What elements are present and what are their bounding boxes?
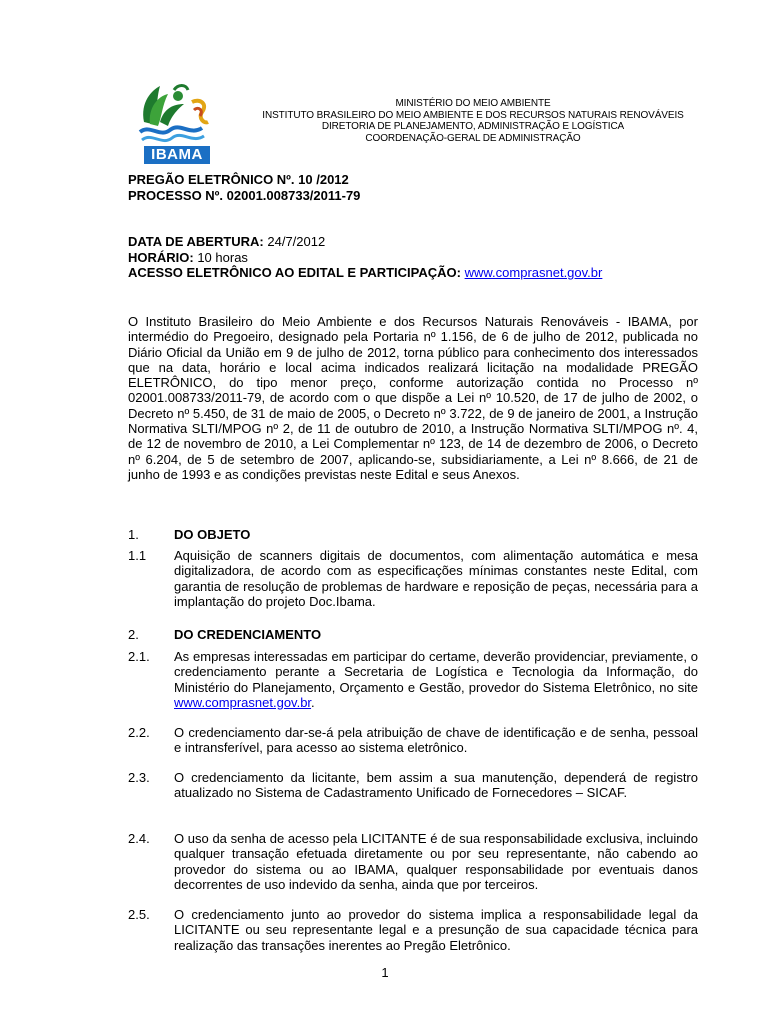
section-title: DO OBJETO bbox=[174, 527, 251, 542]
item-number: 2.2. bbox=[128, 725, 150, 740]
item-1-1 bbox=[128, 548, 698, 609]
item-number: 2.5. bbox=[128, 907, 150, 922]
header-line-ministerio: MINISTÉRIO DO MEIO AMBIENTE bbox=[395, 98, 551, 109]
item-text: O credenciamento da licitante, bem assim a sua manutenção, dependerá de registro atualizado no Sistema de Cadastramento Unificado de Fornecedores – SICAF. bbox=[174, 770, 698, 801]
horario-label: HORÁRIO: bbox=[128, 250, 194, 265]
intro-paragraph: O Instituto Brasileiro do Meio Ambiente e dos Recursos Naturais Renováveis - IBAMA, por intermédio do Pregoeiro, designado pela Portaria nº 1.156, de 6 de julho de 2012, publicada no Diário Oficial da União em 9 de julho de 2012, torna público para conhecimento dos interessados que na data, horário e local acima indicados realizará licitação na modalidade PREGÃO ELETRÔNICO, do tipo menor preço, conforme autorização contida no Processo nº 02001.008733/2011-79, de acordo com o que dispõe a Lei nº 10.520, de 17 de julho de 2002, o Decreto nº 5.450, de 31 de maio de 2005, o Decreto nº 3.722, de 9 de janeiro de 2001, a Instrução Normativa SLTI/MPOG nº 2, de 11 de outubro de 2010, a Instrução Normativa SLTI/MPOG nº. 4, de 12 de novembro de 2010, a Lei Complementar nº 123, de 14 de dezembro de 2006, o Decreto nº 6.204, de 5 de setembro de 2007, aplicando-se, subsidiariamente, a Lei nº 8.666, de 21 de junho de 1993 e as condições previstas neste Edital e seus Anexos. bbox=[128, 314, 698, 482]
acesso-eletronico bbox=[128, 265, 602, 281]
item-number: 2.3. bbox=[128, 770, 150, 785]
logo-text: IBAMA bbox=[151, 146, 203, 163]
comprasnet-link[interactable]: www.comprasnet.gov.br bbox=[174, 694, 312, 710]
processo-title: PROCESSO Nº. 02001.008733/2011-79 bbox=[128, 188, 361, 203]
item-text bbox=[174, 649, 698, 710]
institution-header bbox=[230, 98, 716, 144]
header-line-instituto: INSTITUTO BRASILEIRO DO MEIO AMBIENTE E DOS RECURSOS NATURAIS RENOVÁVEIS bbox=[262, 109, 684, 121]
page-number: 1 bbox=[381, 965, 389, 980]
ibama-logo bbox=[138, 82, 218, 166]
item-text-body: As empresas interessadas em participar do certame, deverão providenciar, previamente, o credenciamento perante a Secretaria de Logística e Tecnologia da Informação, do Ministério do Planejamento, Orçamento e Gestão, provedor do Sistema Eletrônico, no site bbox=[174, 649, 698, 695]
data-abertura bbox=[128, 234, 325, 250]
comprasnet-link[interactable]: www.comprasnet.gov.br bbox=[464, 265, 603, 280]
item-2-3 bbox=[128, 770, 698, 801]
acesso-label: ACESSO ELETRÔNICO AO EDITAL E PARTICIPAÇÃO: bbox=[128, 265, 461, 280]
horario-value: 10 horas bbox=[193, 250, 248, 265]
item-number: 1.1 bbox=[128, 548, 147, 563]
item-2-4 bbox=[128, 831, 698, 892]
section-number: 2. bbox=[128, 627, 139, 642]
horario bbox=[128, 250, 248, 266]
item-2-1 bbox=[128, 649, 698, 710]
item-text: Aquisição de scanners digitais de documentos, com alimentação automática e mesa digitalizadora, de acordo com as especificações mínimas constantes neste Edital, com garantia de resolução de problemas de hardware e reposição de peças, necessária para a implantação do projeto Doc.Ibama. bbox=[174, 548, 698, 609]
data-abertura-label: DATA DE ABERTURA: bbox=[128, 234, 264, 249]
section-number: 1. bbox=[128, 527, 139, 542]
item-2-5 bbox=[128, 907, 698, 953]
item-2-2 bbox=[128, 725, 698, 756]
item-text-tail: . bbox=[311, 694, 315, 710]
item-text: O uso da senha de acesso pela LICITANTE é de sua responsabilidade exclusiva, incluindo qualquer transação efetuada diretamente ou por seu representante, não cabendo ao provedor do sistema ou ao IBAMA, qualquer responsabilidade por eventuais danos decorrentes de uso indevido da senha, ainda que por terceiros. bbox=[174, 831, 698, 892]
item-text: O credenciamento dar-se-á pela atribuição de chave de identificação e de senha, pessoal e intransferível, para acesso ao sistema eletrônico. bbox=[174, 725, 698, 756]
data-abertura-value: 24/7/2012 bbox=[263, 234, 326, 249]
header-line-coordenacao: COORDENAÇÃO-GERAL DE ADMINISTRAÇÃO bbox=[365, 132, 581, 144]
pregao-title: PREGÃO ELETRÔNICO Nº. 10 /2012 bbox=[128, 172, 349, 187]
item-number: 2.4. bbox=[128, 831, 150, 846]
header-line-diretoria: DIRETORIA DE PLANEJAMENTO, ADMINISTRAÇÃO E LOGÍSTICA bbox=[321, 121, 625, 132]
item-number: 2.1. bbox=[128, 649, 150, 664]
item-text: O credenciamento junto ao provedor do sistema implica a responsabilidade legal da LICITANTE ou seu representante legal e a presunção de sua capacidade técnica para realização das transações inerentes ao Pregão Eletrônico. bbox=[174, 907, 698, 953]
section-title: DO CREDENCIAMENTO bbox=[174, 627, 322, 642]
